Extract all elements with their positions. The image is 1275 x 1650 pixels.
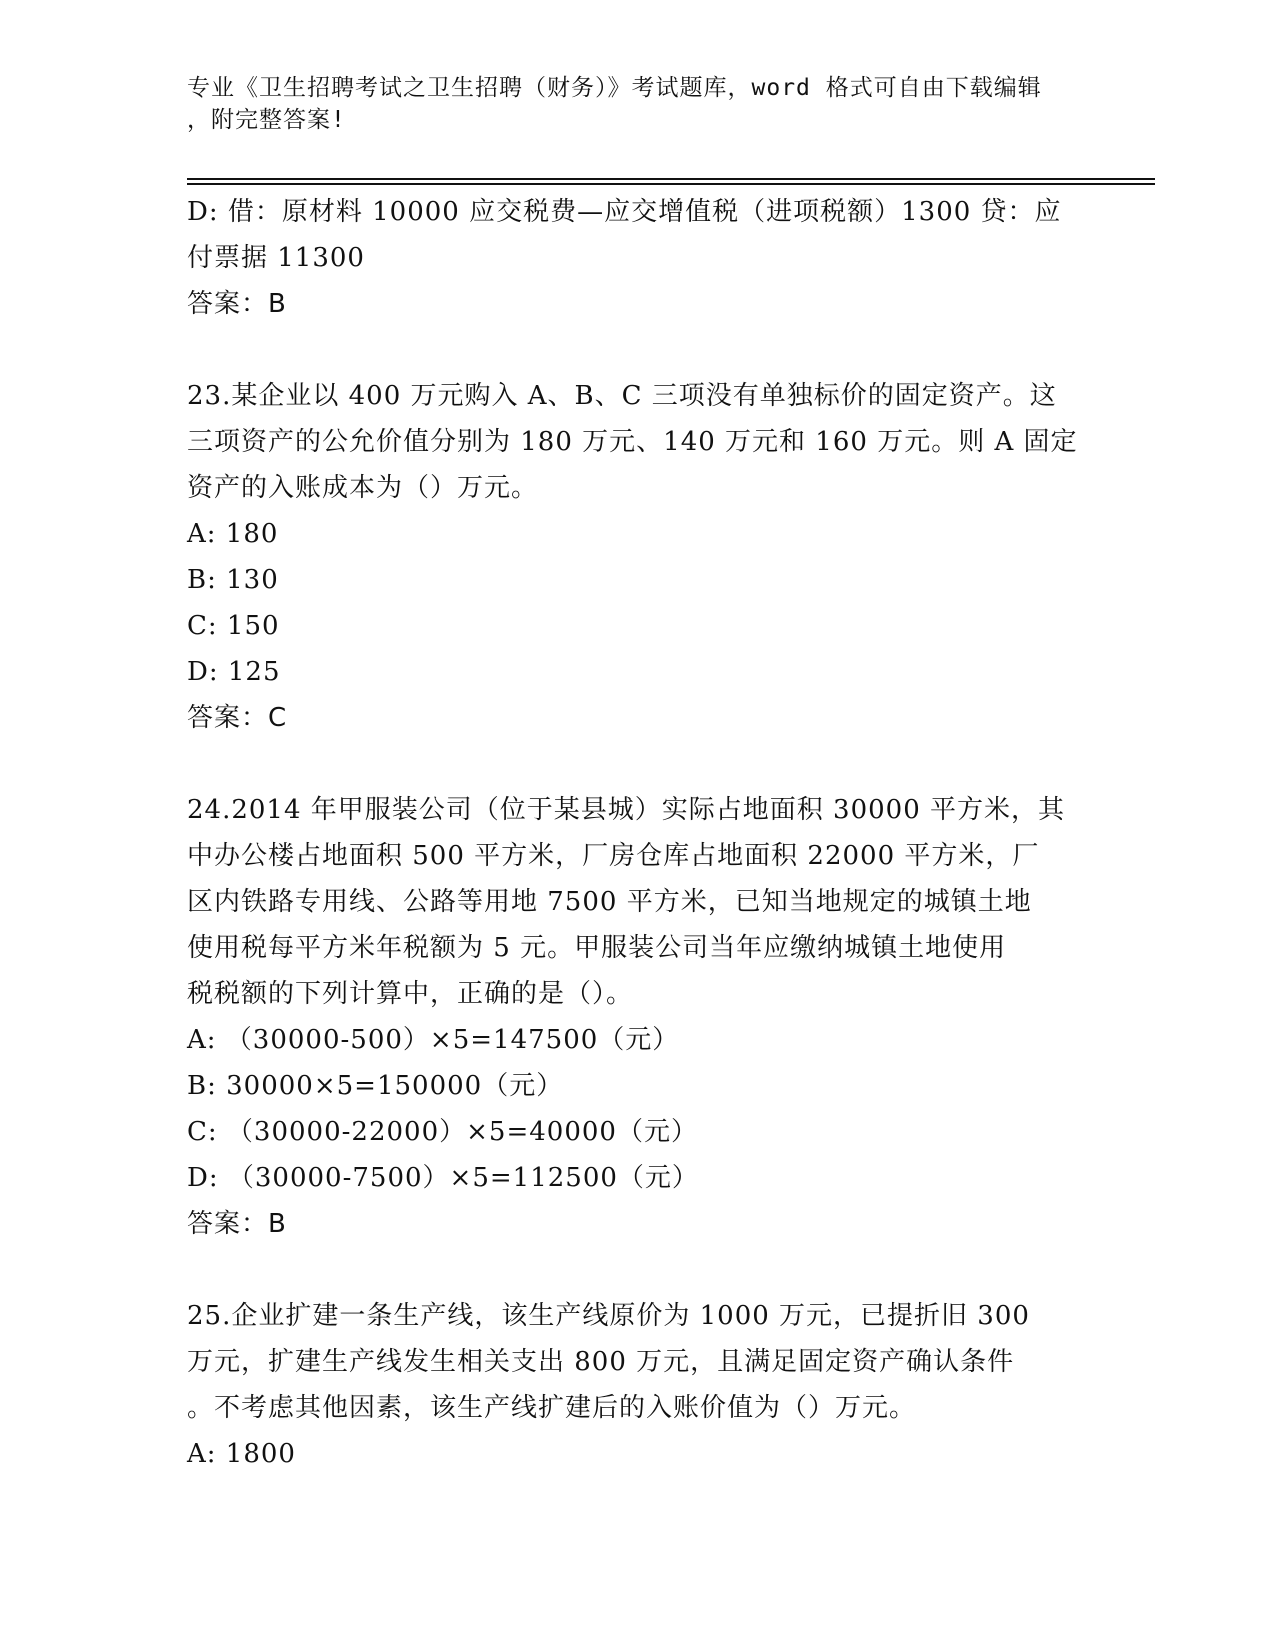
question-stem: 万元，扩建生产线发生相关支出 800 万元，且满足固定资产确认条件	[187, 1347, 1015, 1377]
question-24	[187, 787, 1087, 1247]
question-stem: 税税额的下列计算中，正确的是（）。	[187, 979, 634, 1009]
header-line: ，附完整答案!	[187, 107, 346, 133]
question-stem: 。不考虑其他因素，该生产线扩建后的入账价值为（）万元。	[187, 1393, 917, 1423]
option-d: D: 125	[187, 657, 281, 687]
document-header	[187, 72, 1087, 136]
option-d: D: （30000-7500）×5=112500（元）	[187, 1163, 699, 1193]
question-25	[187, 1293, 1087, 1477]
header-divider	[187, 183, 1155, 185]
question-stem: 24.2014 年甲服装公司（位于某县城）实际占地面积 30000 平方米，其	[187, 795, 1066, 825]
option-a: A: 1800	[187, 1439, 296, 1469]
header-divider	[187, 178, 1155, 180]
question-stem: 使用税每平方米年税额为 5 元。甲服装公司当年应缴纳城镇土地使用	[187, 933, 1007, 963]
spacer	[187, 741, 1087, 787]
option-b: B: 130	[187, 565, 279, 595]
question-stem: 25.企业扩建一条生产线，该生产线原价为 1000 万元，已提折旧 300	[187, 1301, 1030, 1331]
answer-label: 答案：B	[187, 289, 287, 319]
spacer	[187, 327, 1087, 373]
document-body	[187, 189, 1087, 1477]
answer-label: 答案：C	[187, 703, 288, 733]
question-23	[187, 373, 1087, 741]
option-b: B: 30000×5=150000（元）	[187, 1071, 564, 1101]
option-a: A: （30000-500）×5=147500（元）	[187, 1025, 680, 1055]
spacer	[187, 1247, 1087, 1293]
option-c: C: （30000-22000）×5=40000（元）	[187, 1117, 698, 1147]
option-a: A: 180	[187, 519, 279, 549]
header-line: 专业《卫生招聘考试之卫生招聘（财务）》考试题库，word 格式可自由下载编辑	[187, 75, 1042, 101]
question-stem: 区内铁路专用线、公路等用地 7500 平方米，已知当地规定的城镇土地	[187, 887, 1032, 917]
option-text: D: 借：原材料 10000 应交税费—应交增值税（进项税额）1300 贷：应	[187, 197, 1062, 227]
answer-label: 答案：B	[187, 1209, 287, 1239]
question-stem: 三项资产的公允价值分别为 180 万元、140 万元和 160 万元。则 A 固定	[187, 427, 1078, 457]
question-stem: 23.某企业以 400 万元购入 A、B、C 三项没有单独标价的固定资产。这	[187, 381, 1057, 411]
option-text: 付票据 11300	[187, 243, 365, 273]
question-fragment	[187, 189, 1087, 327]
option-c: C: 150	[187, 611, 280, 641]
question-stem: 中办公楼占地面积 500 平方米，厂房仓库占地面积 22000 平方米，厂	[187, 841, 1040, 871]
question-stem: 资产的入账成本为（）万元。	[187, 473, 539, 503]
